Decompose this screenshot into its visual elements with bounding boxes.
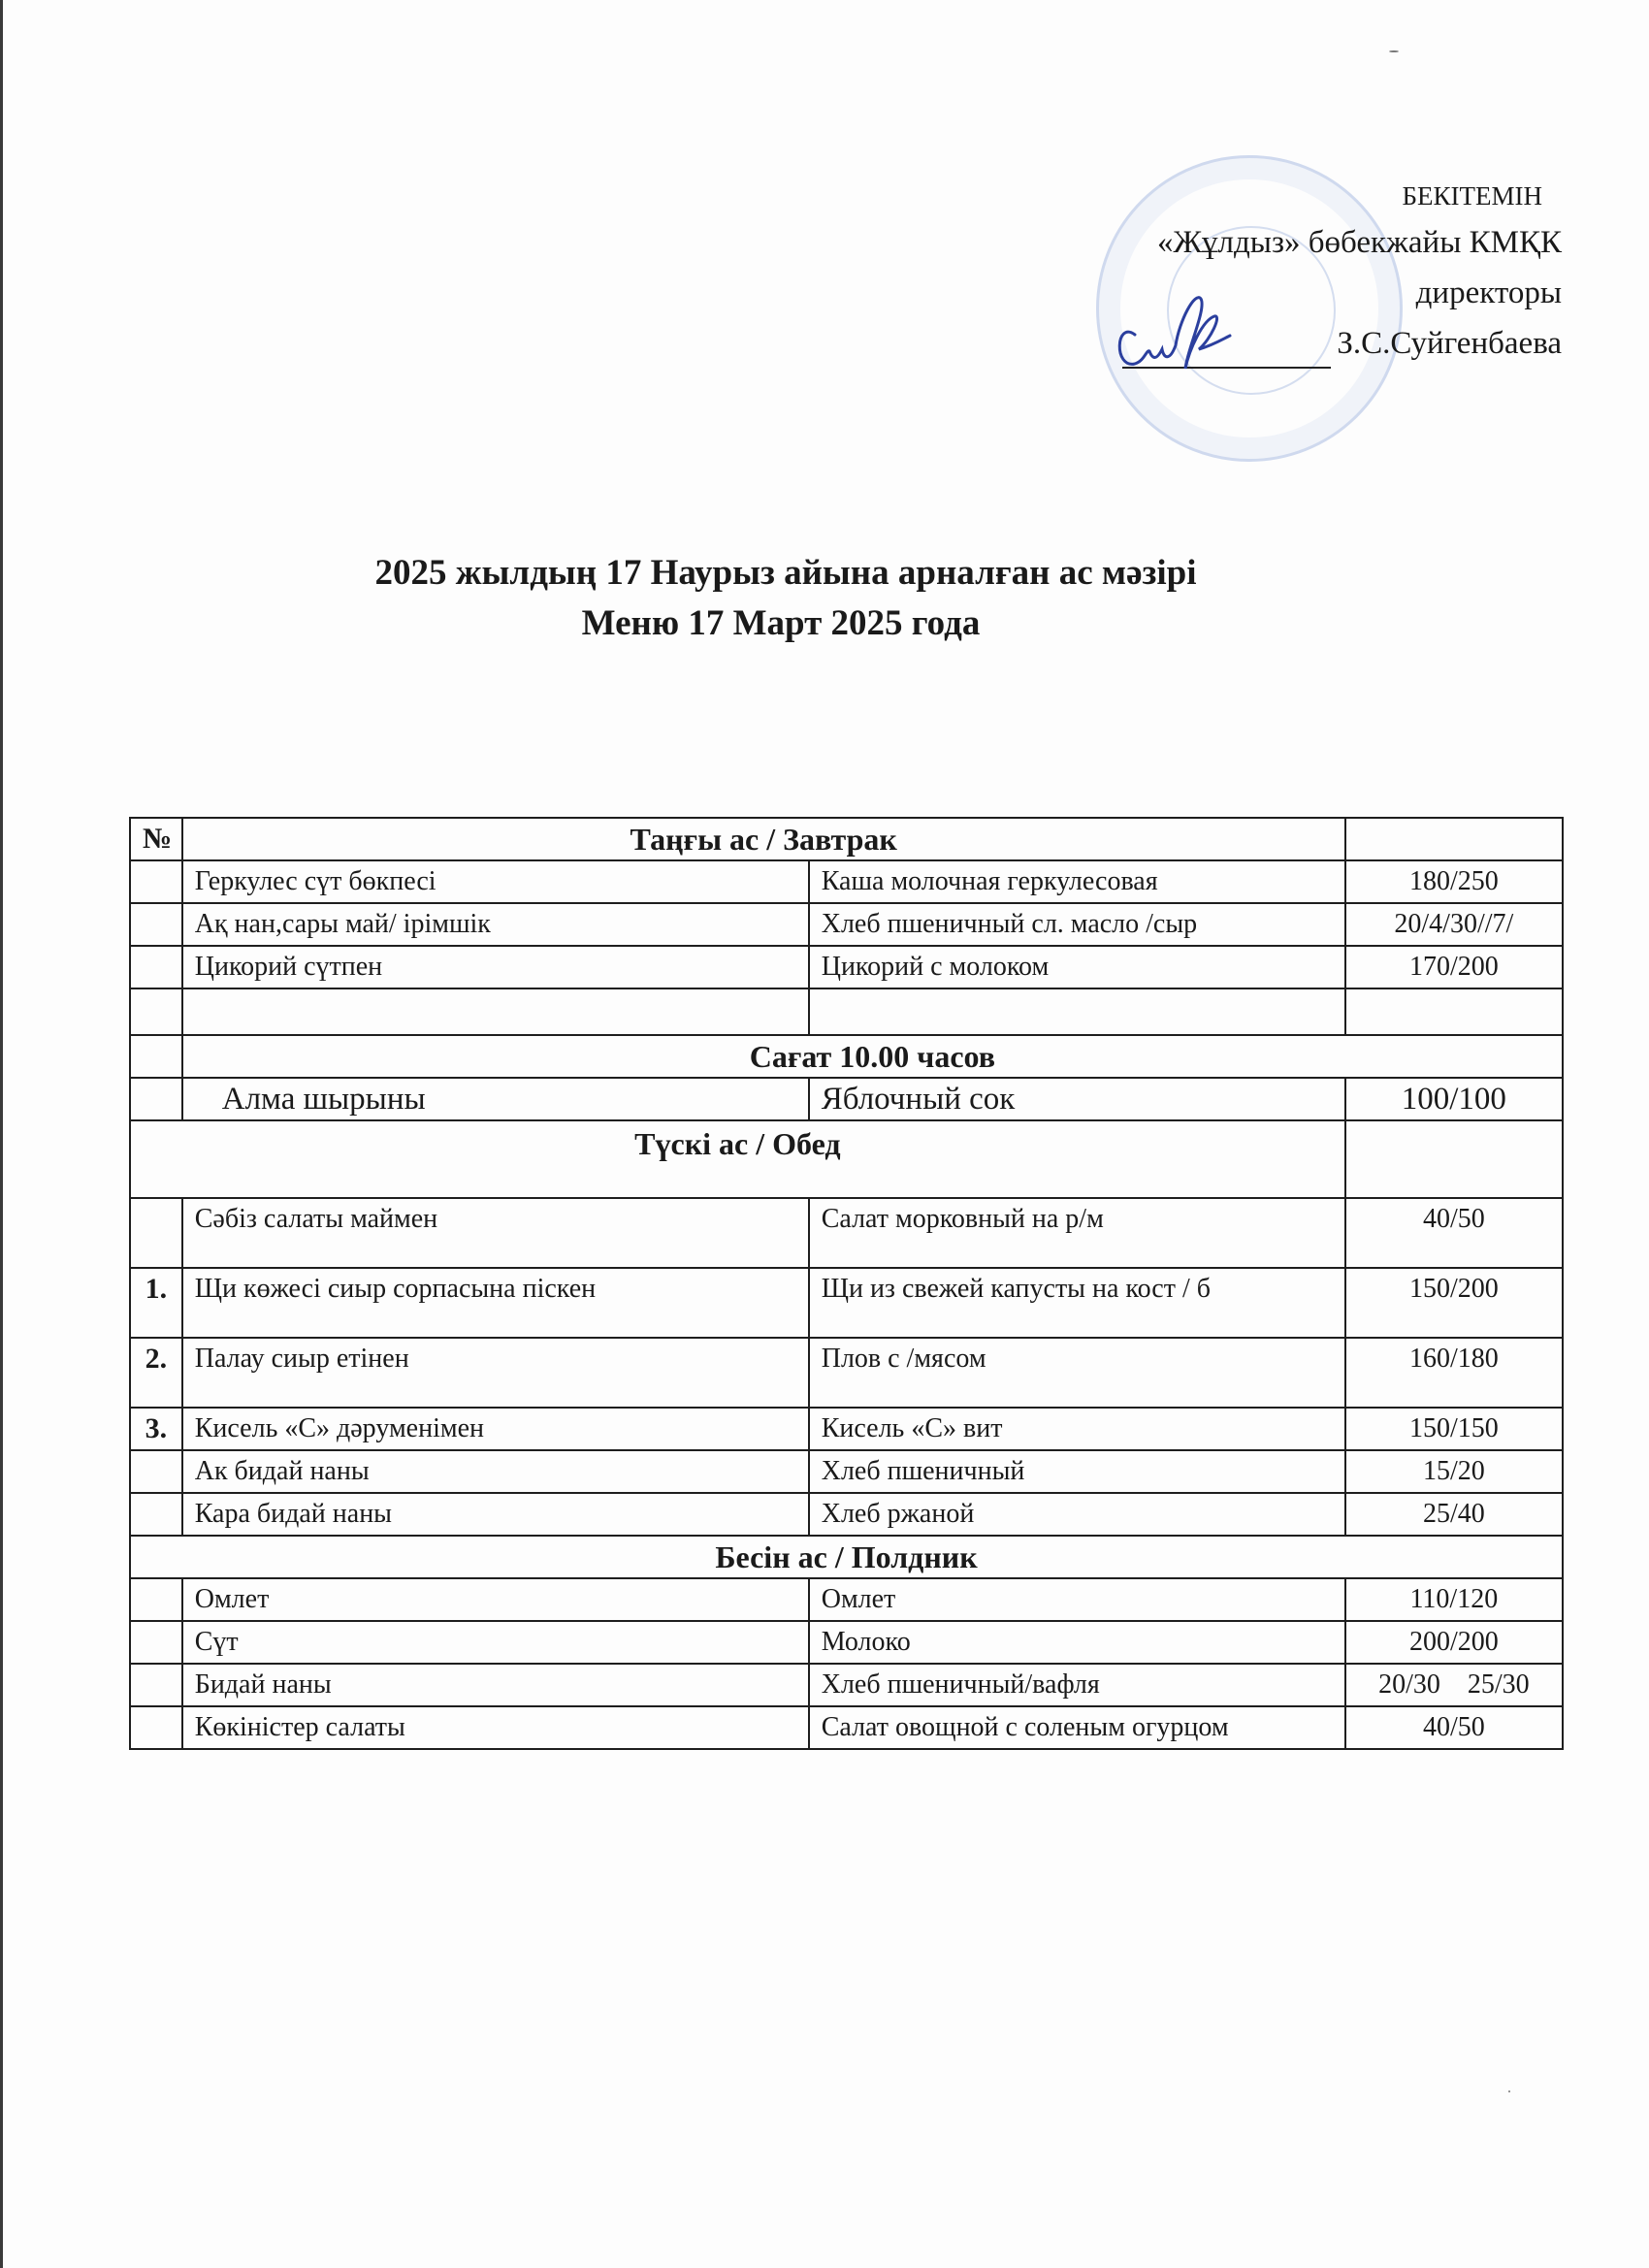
portion: 170/200: [1345, 946, 1563, 988]
table-row: [130, 903, 1563, 946]
portion: 40/50: [1345, 1198, 1563, 1268]
snack-10-header-row: [130, 1035, 1563, 1078]
row-number: [130, 1664, 182, 1706]
portion: 20/4/30//7/: [1345, 903, 1563, 946]
dish-russian: Хлеб пшеничный сл. масло /сыр: [809, 903, 1345, 946]
title-russian: Меню 17 Март 2025 года: [581, 603, 981, 643]
approval-heading: БЕКІТЕМІН: [1402, 181, 1542, 211]
portion: 15/20: [1345, 1450, 1563, 1493]
section-snack-10: Сағат 10.00 часов: [182, 1035, 1563, 1078]
title-kazakh: 2025 жылдың 17 Наурыз айына арналған ас мәзірі: [374, 553, 1197, 593]
row-number: [130, 1035, 182, 1078]
portion: 20/30 25/30: [1345, 1664, 1563, 1706]
portion: 180/250: [1345, 860, 1563, 903]
dish-russian: Яблочный сок: [809, 1078, 1345, 1120]
scan-edge: [0, 0, 3, 2268]
table-row: [130, 1078, 1563, 1120]
director-name: З.С.Суйгенбаева: [1337, 326, 1562, 361]
dish-russian: Хлеб пшеничный/вафля: [809, 1664, 1345, 1706]
row-number: [130, 860, 182, 903]
signature-line: [1122, 341, 1331, 369]
dish-russian: Хлеб пшеничный: [809, 1450, 1345, 1493]
dish-russian: Омлет: [809, 1578, 1345, 1621]
table-row-empty: [130, 988, 1563, 1035]
dish-kazakh: Кара бидай наны: [182, 1493, 809, 1536]
portion: 25/40: [1345, 1493, 1563, 1536]
breakfast-header-row: [130, 818, 1563, 860]
dish-kazakh: Цикорий сүтпен: [182, 946, 809, 988]
menu-title: [0, 548, 1649, 649]
portion: 160/180: [1345, 1338, 1563, 1408]
dish-kazakh: Омлет: [182, 1578, 809, 1621]
dish-kazakh: Алма шырыны: [182, 1078, 809, 1120]
dish-russian: Салат морковный на р/м: [809, 1198, 1345, 1268]
row-number: [130, 1621, 182, 1664]
section-lunch: Түскі ас / Обед: [130, 1120, 1345, 1198]
table-row: [130, 1706, 1563, 1749]
approval-position: директоры: [1415, 275, 1562, 310]
portion: 150/200: [1345, 1268, 1563, 1338]
table-row: [130, 1450, 1563, 1493]
signature-row: [1122, 318, 1562, 369]
dish-russian: Хлеб ржаной: [809, 1493, 1345, 1536]
portion: 110/120: [1345, 1578, 1563, 1621]
dish-russian: Молоко: [809, 1621, 1345, 1664]
portion: 100/100: [1345, 1078, 1563, 1120]
row-number: [130, 946, 182, 988]
row-number: [130, 1450, 182, 1493]
dish-russian: Каша молочная геркулесовая: [809, 860, 1345, 903]
dish-kazakh: Сәбіз салаты маймен: [182, 1198, 809, 1268]
row-number: [130, 1493, 182, 1536]
row-number: [130, 1198, 182, 1268]
portion: 200/200: [1345, 1621, 1563, 1664]
approval-organization: «Жұлдыз» бөбекжайы КМҚК: [1156, 225, 1562, 260]
dish-russian: Цикорий с молоком: [809, 946, 1345, 988]
scan-speck: [1389, 50, 1399, 52]
row-number: 2.: [130, 1338, 182, 1408]
row-number: [130, 988, 182, 1035]
dish-kazakh: Бидай наны: [182, 1664, 809, 1706]
dish-kazakh: Сүт: [182, 1621, 809, 1664]
scan-speck: [1508, 2090, 1510, 2092]
qty-header-empty: [1345, 818, 1563, 860]
afternoon-snack-header-row: [130, 1536, 1563, 1578]
table-row: [130, 1408, 1563, 1450]
section-breakfast: Таңғы ас / Завтрак: [182, 818, 1345, 860]
row-number: [130, 1578, 182, 1621]
table-row: [130, 1493, 1563, 1536]
row-number: [130, 1078, 182, 1120]
row-number: [130, 903, 182, 946]
table-row: [130, 1578, 1563, 1621]
dish-kazakh: Щи көжесі сиыр сорпасына піскен: [182, 1268, 809, 1338]
approval-block: [1122, 175, 1562, 369]
qty-header-empty: [1345, 1120, 1563, 1198]
row-number: [130, 1706, 182, 1749]
dish-russian: Кисель «С» вит: [809, 1408, 1345, 1450]
dish-kazakh: Ақ нан,сары май/ ірімшік: [182, 903, 809, 946]
dish-russian: Щи из свежей капусты на кост / б: [809, 1268, 1345, 1338]
row-number: 1.: [130, 1268, 182, 1338]
dish-kazakh: Кисель «С» дәруменімен: [182, 1408, 809, 1450]
menu-table: [129, 817, 1564, 1750]
table-row: [130, 1268, 1563, 1338]
dish-russian: Плов с /мясом: [809, 1338, 1345, 1408]
dish-kazakh: Геркулес сүт бөкпесі: [182, 860, 809, 903]
dish-kazakh: Көкіністер салаты: [182, 1706, 809, 1749]
portion: 150/150: [1345, 1408, 1563, 1450]
portion: [1345, 988, 1563, 1035]
table-row: [130, 1621, 1563, 1664]
dish-russian: [809, 988, 1345, 1035]
number-header: №: [130, 818, 182, 860]
table-row: [130, 946, 1563, 988]
table-row: [130, 1338, 1563, 1408]
table-row: [130, 1664, 1563, 1706]
table-row: [130, 860, 1563, 903]
row-number: 3.: [130, 1408, 182, 1450]
table-row: [130, 1198, 1563, 1268]
dish-kazakh: Ак бидай наны: [182, 1450, 809, 1493]
dish-kazakh: [182, 988, 809, 1035]
lunch-header-row: [130, 1120, 1563, 1198]
dish-russian: Салат овощной с соленым огурцом: [809, 1706, 1345, 1749]
portion: 40/50: [1345, 1706, 1563, 1749]
dish-kazakh: Палау сиыр етінен: [182, 1338, 809, 1408]
section-afternoon-snack: Бесін ас / Полдник: [130, 1536, 1563, 1578]
